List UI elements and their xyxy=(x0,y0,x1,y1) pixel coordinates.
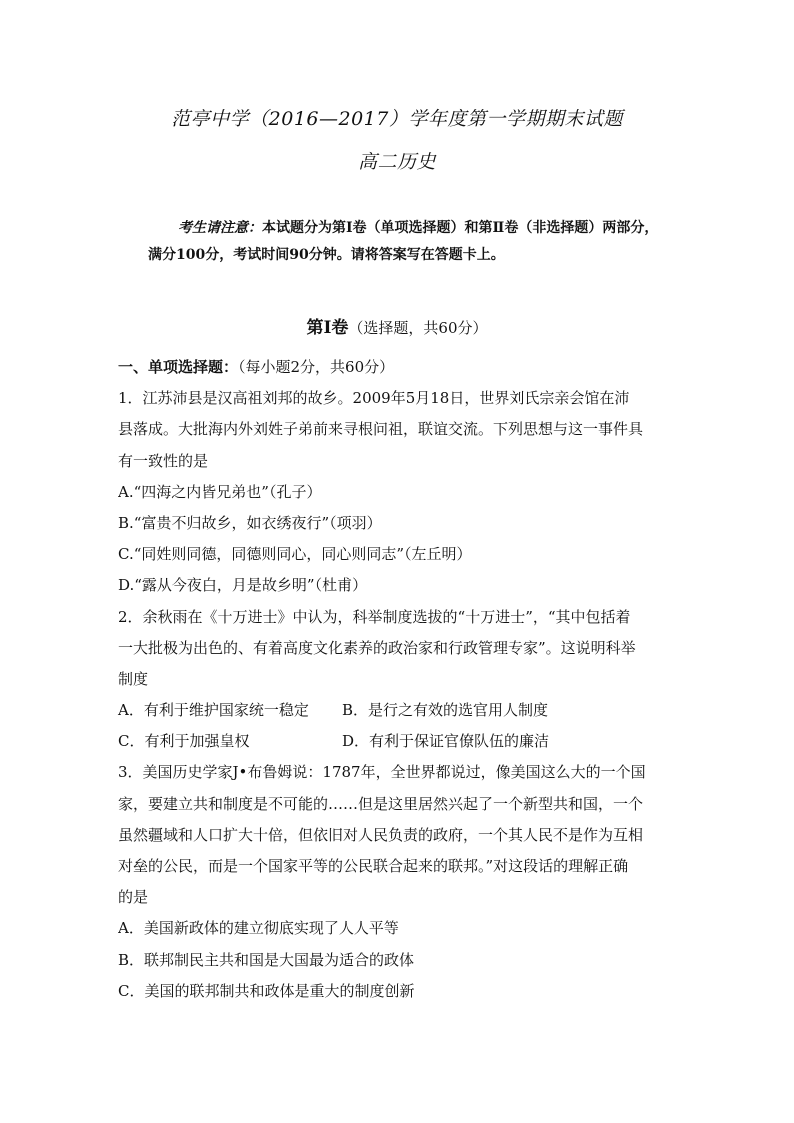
part1-title-bold: 第Ⅰ卷 xyxy=(306,318,349,338)
exam-subtitle: 高二历史 xyxy=(357,151,436,173)
notice-lead: 考生请注意： xyxy=(178,220,262,236)
q3-stem-line-4: 对垒的公民，而是一个国家平等的公民联合起来的联邦。”对这段话的理解正确 xyxy=(118,857,629,875)
q1-stem-line-2: 县落成。大批海内外刘姓子弟前来寻根问祖，联谊交流。下列思想与这一事件具 xyxy=(118,420,644,439)
q2-option-a: A．有利于维护国家统一稳定 xyxy=(118,701,309,720)
q3-stem-line-2: 家，要建立共和制度是不可能的……但是这里居然兴起了一个新型共和国，一个 xyxy=(118,794,644,813)
q1-stem-line-1: 1．江苏沛县是汉高祖刘邦的故乡。2009年5月18日，世界刘氏宗亲会馆在沛 xyxy=(118,389,630,408)
question-content xyxy=(118,352,688,1007)
q1-option-a: A.“四海之内皆兄弟也”（孔子） xyxy=(118,482,322,501)
q1-option-c: C.“同姓则同德，同德则同心，同心则同志”（左丘明） xyxy=(118,545,472,564)
section1-heading xyxy=(118,352,688,383)
q2-option-row-1 xyxy=(118,695,688,726)
q1-option-b: B.“富贵不归故乡，如衣绣夜行”（项羽） xyxy=(118,513,382,532)
q3-option-c: C．美国的联邦制共和政体是重大的制度创新 xyxy=(118,981,415,1000)
part1-title xyxy=(0,313,794,338)
q1-option-d: D.“露从今夜白，月是故乡明”（杜甫） xyxy=(118,576,368,595)
q3-option-b: B．联邦制民主共和国是大国最为适合的政体 xyxy=(118,950,415,969)
q2-stem-line-1: 2．余秋雨在《十万进士》中认为，科举制度选拔的“十万进士”，“其中包括着 xyxy=(118,607,631,626)
q1-stem-line-3: 有一致性的是 xyxy=(118,451,209,470)
q2-stem-line-2: 一大批极为出色的、有着高度文化素养的政治家和行政管理专家”。这说明科举 xyxy=(118,638,636,657)
notice-line-2: 满分100分，考试时间90分钟。请将答案写在答题卡上。 xyxy=(148,247,505,263)
part1-title-rest: （选择题，共60分） xyxy=(348,319,488,337)
q3-stem-line-3: 虽然疆域和人口扩大十倍，但依旧对人民负责的政府，一个其人民不是作为互相 xyxy=(118,825,644,844)
q2-option-c: C．有利于加强皇权 xyxy=(118,732,250,751)
q3-stem-line-5: 的是 xyxy=(118,888,149,907)
exam-title: 范亭中学（2016—2017）学年度第一学期期末试题 xyxy=(171,108,623,130)
notice-line-1-text: 本试题分为第Ⅰ卷（单项选择题）和第Ⅱ卷（非选择题）两部分， xyxy=(262,220,659,236)
q3-stem-line-1: 3．美国历史学家J•布鲁姆说：1787年，全世界都说过，像美国这么大的一个国 xyxy=(118,763,646,782)
q2-stem-line-3: 制度 xyxy=(118,669,149,688)
q3-option-a: A．美国新政体的建立彻底实现了人人平等 xyxy=(118,919,399,938)
section1-heading-bold: 一、单项选择题： xyxy=(118,358,239,376)
q2-option-row-2 xyxy=(118,726,688,757)
q2-option-b: B．是行之有效的选官用人制度 xyxy=(342,701,549,720)
q2-option-d: D．有利于保证官僚队伍的廉洁 xyxy=(342,732,550,751)
section1-heading-rest: （每小题2分，共60分） xyxy=(238,358,395,376)
